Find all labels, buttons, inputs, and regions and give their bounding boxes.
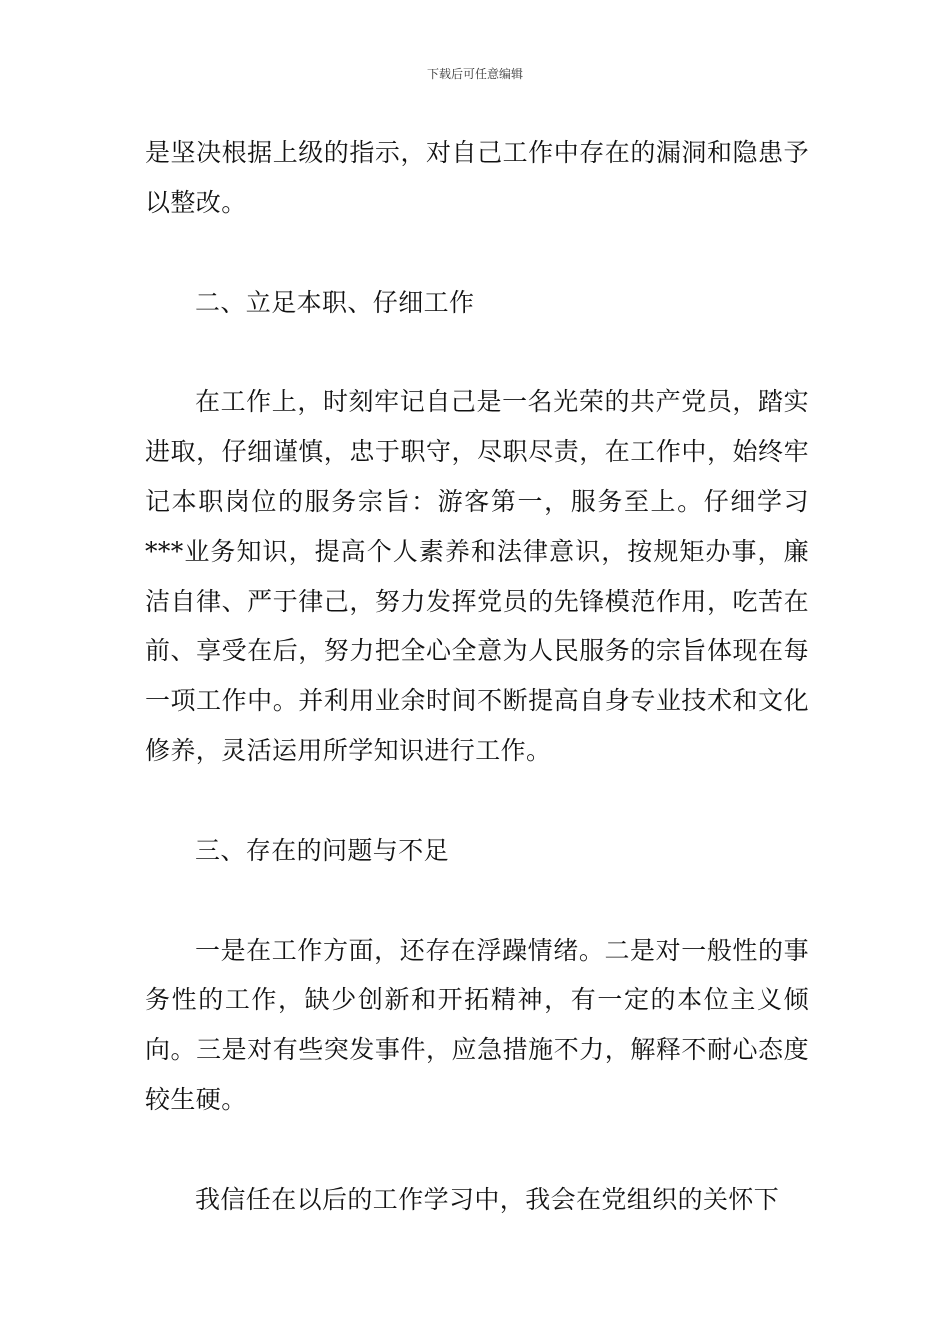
section-heading-2: 二、立足本职、仔细工作: [195, 287, 475, 317]
document-body: [145, 128, 809, 1225]
paragraph-continuation: 是坚决根据上级的指示，对自己工作中存在的漏洞和隐患予以整改。: [145, 138, 809, 217]
paragraph-gap: [145, 876, 809, 926]
section-heading-3: 三、存在的问题与不足: [195, 835, 450, 865]
paragraph-gap: [145, 1125, 809, 1175]
page-header-note: 下载后可任意编辑: [426, 67, 523, 81]
paragraph-closing: 我信任在以后的工作学习中，我会在党组织的关怀下: [195, 1184, 780, 1214]
paragraph-gap: [145, 228, 809, 278]
paragraph-gap: [145, 776, 809, 826]
paragraph-gap: [145, 327, 809, 377]
paragraph-work: 在工作上，时刻牢记自己是一名光荣的共产党员，踏实进取，仔细谨慎，忠于职守，尽职尽责，在工作中，始终牢记本职岗位的服务宗旨：游客第一，服务至上。仔细学习***业务知识，提高个人素养和法律意识，按规矩办事，廉洁自律、严于律己，努力发挥党员的先锋模范作用，吃苦在前、享受在后，努力把全心全意为人民服务的宗旨体现在每一项工作中。并利用业余时间不断提高自身专业技术和文化修养，灵活运用所学知识进行工作。: [145, 387, 809, 765]
paragraph-problems: 一是在工作方面，还存在浮躁情绪。二是对一般性的事务性的工作，缺少创新和开拓精神，有一定的本位主义倾向。三是对有些突发事件，应急措施不力，解释不耐心态度较生硬。: [145, 935, 809, 1114]
